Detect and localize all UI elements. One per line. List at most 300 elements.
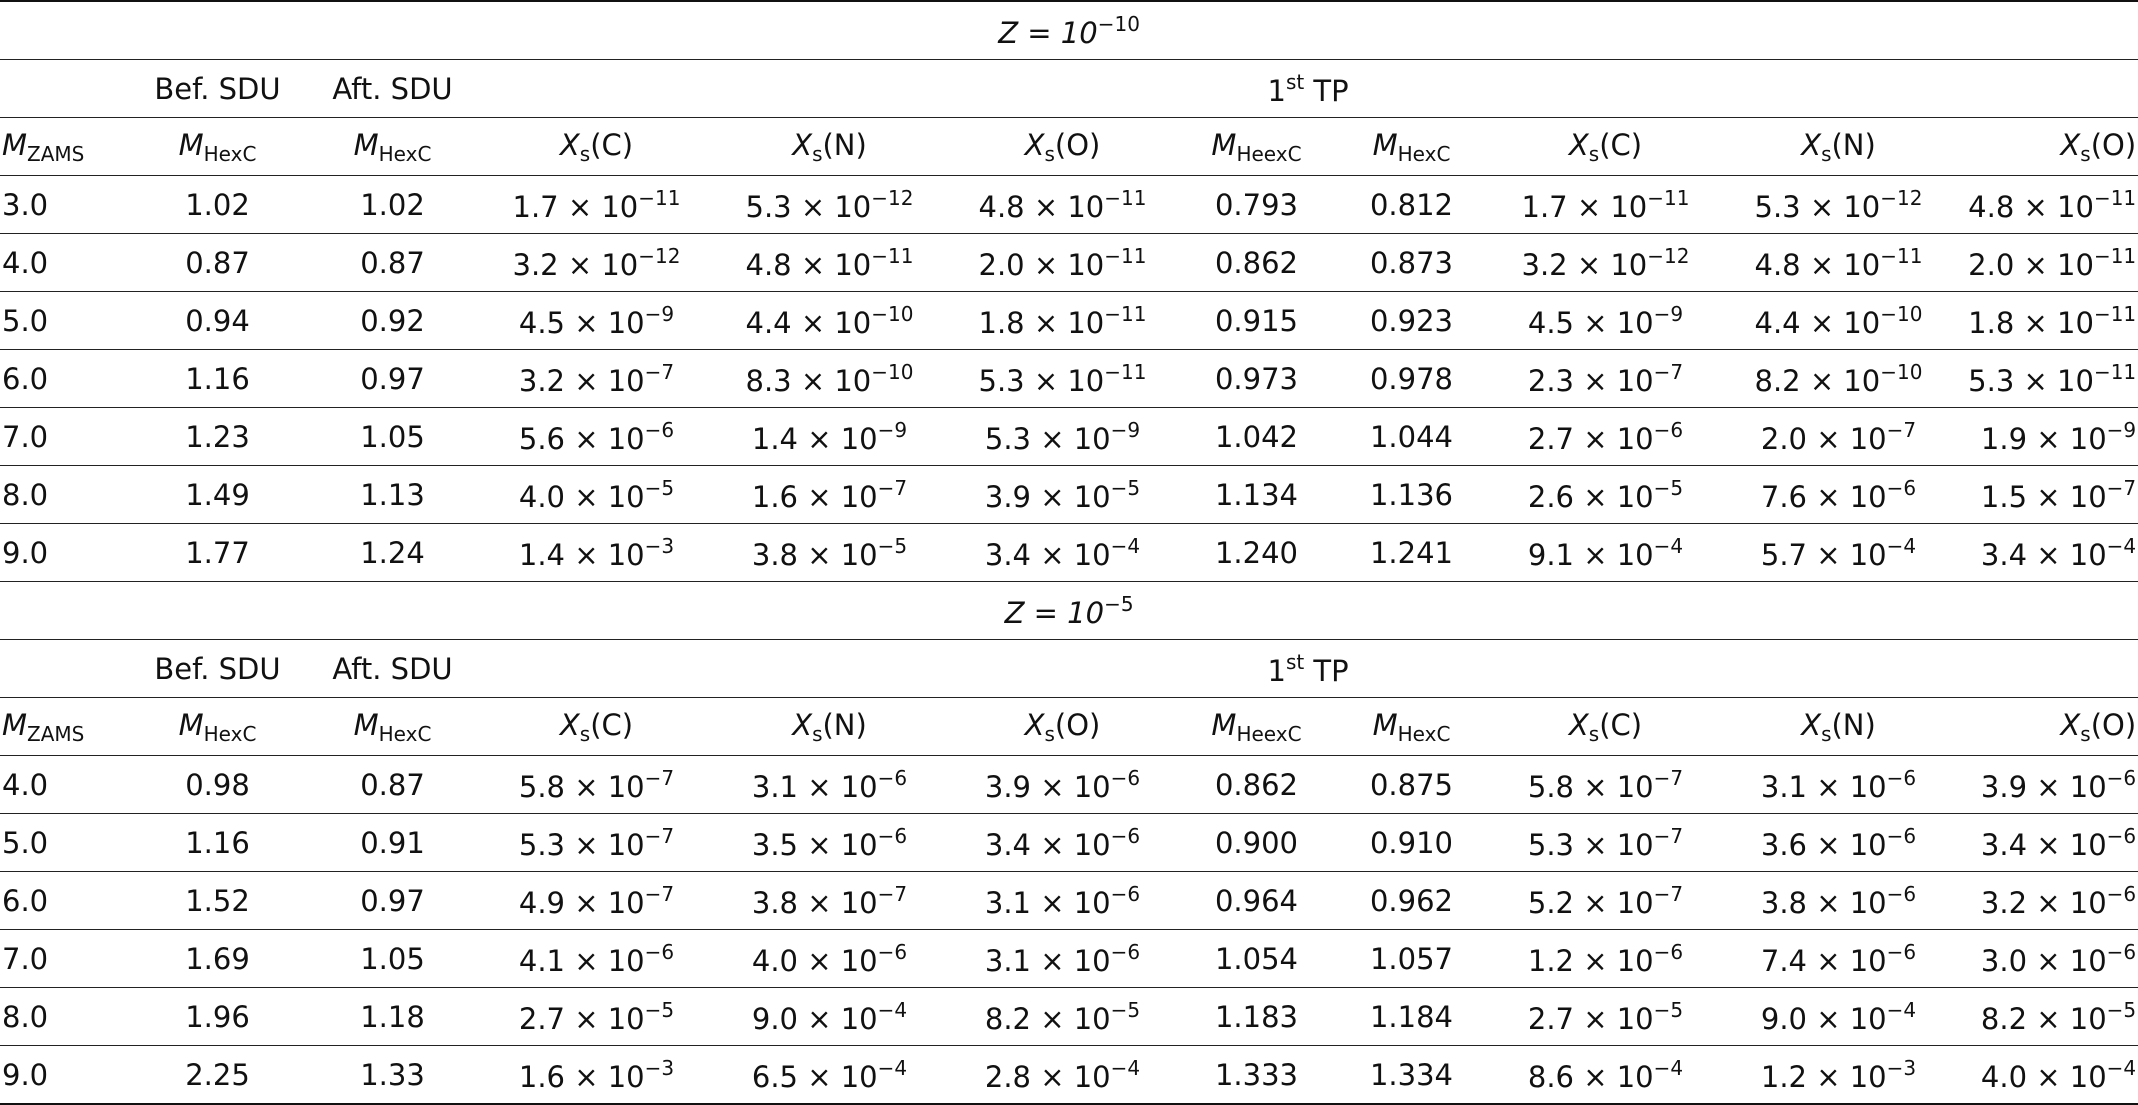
table-cell: 1.240 bbox=[1179, 524, 1334, 582]
exponent: −12 bbox=[638, 243, 681, 268]
mantissa: 1.2 × 10 bbox=[1527, 943, 1654, 978]
tp-text: TP bbox=[1304, 653, 1349, 688]
table-cell: 0.900 bbox=[1179, 814, 1334, 872]
column-subscript: HeexC bbox=[1236, 141, 1302, 166]
table-row bbox=[0, 292, 2138, 350]
column-species: (C) bbox=[1599, 707, 1643, 742]
column-header bbox=[713, 698, 946, 756]
column-subscript: s bbox=[812, 141, 823, 166]
table-cell bbox=[1489, 408, 1722, 466]
table-cell bbox=[1722, 350, 1955, 408]
mantissa: 2.8 × 10 bbox=[984, 1059, 1111, 1094]
table-cell: 1.16 bbox=[130, 350, 305, 408]
exponent: −6 bbox=[1653, 939, 1684, 964]
mantissa: 1.4 × 10 bbox=[518, 537, 645, 572]
table-cell: 1.184 bbox=[1334, 988, 1489, 1046]
mantissa: 8.2 × 10 bbox=[984, 1001, 1111, 1036]
mantissa: 1.4 × 10 bbox=[751, 421, 878, 456]
table-cell bbox=[713, 872, 946, 930]
exponent: −11 bbox=[2093, 359, 2137, 384]
table-cell bbox=[480, 930, 713, 988]
table-cell: 0.910 bbox=[1334, 814, 1489, 872]
table-cell bbox=[1722, 466, 1955, 524]
column-subscript: HexC bbox=[203, 721, 257, 746]
table-cell: 1.334 bbox=[1334, 1046, 1489, 1105]
table-cell: 1.23 bbox=[130, 408, 305, 466]
exponent: −5 bbox=[644, 997, 675, 1022]
table-cell bbox=[1722, 176, 1955, 234]
mantissa: 4.1 × 10 bbox=[518, 943, 645, 978]
table-cell bbox=[1955, 872, 2138, 930]
mantissa: 3.1 × 10 bbox=[751, 769, 878, 804]
column-subscript: s bbox=[579, 141, 591, 166]
exponent: −6 bbox=[2106, 765, 2137, 790]
table-cell bbox=[1489, 872, 1722, 930]
exponent: −6 bbox=[1886, 939, 1917, 964]
table-cell bbox=[713, 756, 946, 814]
column-subscript: HeexC bbox=[1236, 721, 1302, 746]
column-header bbox=[0, 698, 130, 756]
mantissa: 5.2 × 10 bbox=[1527, 885, 1654, 920]
table-cell: 1.057 bbox=[1334, 930, 1489, 988]
exponent: −7 bbox=[877, 881, 908, 906]
exponent: −6 bbox=[1886, 823, 1917, 848]
group-first-tp bbox=[480, 60, 2138, 118]
group-empty bbox=[0, 640, 130, 698]
table-cell bbox=[713, 930, 946, 988]
table-cell bbox=[1955, 1046, 2138, 1105]
mantissa: 5.6 × 10 bbox=[518, 421, 645, 456]
mantissa: 2.3 × 10 bbox=[1527, 363, 1654, 398]
column-species: (C) bbox=[1599, 127, 1643, 162]
column-header-row bbox=[0, 118, 2138, 176]
exponent: −7 bbox=[644, 765, 675, 790]
table-cell bbox=[1722, 408, 1955, 466]
mantissa: 2.0 × 10 bbox=[978, 247, 1105, 282]
table-cell: 0.97 bbox=[305, 872, 480, 930]
column-species: (C) bbox=[590, 127, 634, 162]
exponent: −7 bbox=[877, 475, 908, 500]
table-cell bbox=[1722, 930, 1955, 988]
table-cell bbox=[480, 466, 713, 524]
exponent: −3 bbox=[644, 1055, 675, 1080]
mantissa: 5.8 × 10 bbox=[518, 769, 645, 804]
mantissa: 6.5 × 10 bbox=[751, 1059, 878, 1094]
table-cell bbox=[1955, 814, 2138, 872]
table-cell: 0.98 bbox=[130, 756, 305, 814]
table-row bbox=[0, 524, 2138, 582]
column-header bbox=[130, 698, 305, 756]
table-cell bbox=[713, 814, 946, 872]
table-cell: 1.134 bbox=[1179, 466, 1334, 524]
table-cell bbox=[1722, 292, 1955, 350]
table-cell: 1.77 bbox=[130, 524, 305, 582]
table-cell: 1.02 bbox=[130, 176, 305, 234]
table-cell bbox=[1489, 234, 1722, 292]
table-cell: 1.96 bbox=[130, 988, 305, 1046]
mantissa: 3.0 × 10 bbox=[1980, 943, 2107, 978]
column-subscript: s bbox=[1821, 141, 1832, 166]
exponent: −5 bbox=[1653, 997, 1684, 1022]
table-cell: 3.0 bbox=[0, 176, 130, 234]
exponent: −4 bbox=[2106, 1055, 2137, 1080]
z-label: Z = 10 bbox=[1004, 595, 1105, 630]
table-cell bbox=[1955, 234, 2138, 292]
exponent: −10 bbox=[1880, 359, 1923, 384]
table-cell: 1.333 bbox=[1179, 1046, 1334, 1105]
exponent: −12 bbox=[871, 185, 914, 210]
table-cell bbox=[1955, 988, 2138, 1046]
table-row bbox=[0, 234, 2138, 292]
exponent: −3 bbox=[1886, 1055, 1917, 1080]
group-after-sdu: Aft. SDU bbox=[305, 60, 480, 118]
table-cell bbox=[1955, 756, 2138, 814]
table-cell bbox=[1489, 350, 1722, 408]
mantissa: 5.7 × 10 bbox=[1760, 537, 1887, 572]
exponent: −11 bbox=[2093, 185, 2137, 210]
table-row bbox=[0, 1046, 2138, 1105]
mantissa: 4.8 × 10 bbox=[745, 247, 872, 282]
exponent: −9 bbox=[1110, 417, 1141, 442]
column-symbol: M bbox=[2, 707, 28, 742]
mantissa: 5.3 × 10 bbox=[1968, 363, 2094, 398]
exponent: −7 bbox=[644, 823, 675, 848]
mantissa: 4.4 × 10 bbox=[1754, 305, 1881, 340]
table-cell bbox=[713, 350, 946, 408]
table-cell: 1.241 bbox=[1334, 524, 1489, 582]
exponent: −4 bbox=[1110, 1055, 1141, 1080]
table-cell: 0.87 bbox=[130, 234, 305, 292]
z-exponent: −5 bbox=[1104, 591, 1134, 616]
column-subscript: HexC bbox=[203, 141, 257, 166]
exponent: −6 bbox=[644, 417, 675, 442]
group-after-sdu: Aft. SDU bbox=[305, 640, 480, 698]
table-cell bbox=[946, 872, 1179, 930]
exponent: −11 bbox=[1104, 243, 1147, 268]
table-cell bbox=[713, 176, 946, 234]
mantissa: 3.8 × 10 bbox=[751, 537, 878, 572]
exponent: −11 bbox=[638, 185, 681, 210]
mantissa: 2.6 × 10 bbox=[1527, 479, 1654, 514]
exponent: −7 bbox=[1653, 881, 1684, 906]
column-symbol: X bbox=[792, 127, 813, 162]
table-cell bbox=[480, 524, 713, 582]
column-subscript: ZAMS bbox=[27, 721, 85, 746]
mantissa: 2.7 × 10 bbox=[518, 1001, 645, 1036]
table-cell bbox=[480, 350, 713, 408]
column-species: (O) bbox=[1054, 707, 1101, 742]
column-header bbox=[1489, 698, 1722, 756]
column-species: (N) bbox=[822, 127, 867, 162]
exponent: −7 bbox=[1653, 765, 1684, 790]
table-cell: 6.0 bbox=[0, 872, 130, 930]
table-row bbox=[0, 930, 2138, 988]
column-subscript: s bbox=[1044, 141, 1055, 166]
table-cell bbox=[1722, 524, 1955, 582]
exponent: −4 bbox=[1886, 533, 1917, 558]
table-cell bbox=[1955, 176, 2138, 234]
table-cell bbox=[713, 466, 946, 524]
z-label: Z = 10 bbox=[998, 15, 1098, 50]
column-header bbox=[1334, 698, 1489, 756]
column-header bbox=[480, 698, 713, 756]
column-symbol: X bbox=[1801, 707, 1822, 742]
column-header bbox=[713, 118, 946, 176]
column-subscript: HexC bbox=[378, 721, 432, 746]
mantissa: 4.5 × 10 bbox=[518, 305, 645, 340]
table-cell: 0.87 bbox=[305, 234, 480, 292]
table-cell: 1.183 bbox=[1179, 988, 1334, 1046]
table-cell: 4.0 bbox=[0, 756, 130, 814]
table-cell: 1.18 bbox=[305, 988, 480, 1046]
mantissa: 3.1 × 10 bbox=[984, 943, 1111, 978]
exponent: −6 bbox=[1110, 765, 1141, 790]
column-subscript: HexC bbox=[378, 141, 432, 166]
table-body bbox=[0, 1, 2138, 1104]
column-symbol: X bbox=[1801, 127, 1822, 162]
tp-text: TP bbox=[1304, 73, 1349, 108]
table-cell: 0.87 bbox=[305, 756, 480, 814]
mantissa: 3.6 × 10 bbox=[1760, 827, 1887, 862]
column-subscript: s bbox=[2080, 721, 2091, 746]
table-cell: 1.136 bbox=[1334, 466, 1489, 524]
table-cell: 0.793 bbox=[1179, 176, 1334, 234]
table-row bbox=[0, 408, 2138, 466]
exponent: −9 bbox=[1653, 301, 1684, 326]
mantissa: 4.0 × 10 bbox=[1980, 1059, 2107, 1094]
column-species: (C) bbox=[590, 707, 634, 742]
table-cell: 0.915 bbox=[1179, 292, 1334, 350]
table-cell bbox=[946, 1046, 1179, 1105]
column-symbol: X bbox=[1024, 127, 1045, 162]
table-cell bbox=[1489, 466, 1722, 524]
table-cell bbox=[1955, 350, 2138, 408]
column-species: (O) bbox=[1054, 127, 1101, 162]
exponent: −6 bbox=[877, 765, 908, 790]
column-header bbox=[480, 118, 713, 176]
column-header bbox=[1489, 118, 1722, 176]
column-header bbox=[1955, 118, 2138, 176]
table-cell: 0.862 bbox=[1179, 756, 1334, 814]
table-cell bbox=[480, 176, 713, 234]
exponent: −11 bbox=[1104, 359, 1147, 384]
exponent: −6 bbox=[1110, 823, 1141, 848]
table-cell: 1.02 bbox=[305, 176, 480, 234]
table-cell bbox=[946, 524, 1179, 582]
mantissa: 5.8 × 10 bbox=[1527, 769, 1654, 804]
table-row bbox=[0, 350, 2138, 408]
exponent: −5 bbox=[877, 533, 908, 558]
table-row bbox=[0, 756, 2138, 814]
column-header bbox=[305, 118, 480, 176]
table-cell bbox=[480, 814, 713, 872]
column-header bbox=[946, 698, 1179, 756]
table-cell: 1.042 bbox=[1179, 408, 1334, 466]
exponent: −6 bbox=[877, 823, 908, 848]
table-cell: 1.24 bbox=[305, 524, 480, 582]
mantissa: 2.0 × 10 bbox=[1968, 247, 2094, 282]
table-cell: 1.49 bbox=[130, 466, 305, 524]
mantissa: 7.4 × 10 bbox=[1760, 943, 1887, 978]
table-cell bbox=[1489, 176, 1722, 234]
table-cell bbox=[713, 1046, 946, 1105]
table-cell bbox=[1489, 524, 1722, 582]
table-cell bbox=[1489, 292, 1722, 350]
exponent: −12 bbox=[1880, 185, 1923, 210]
table-cell: 8.0 bbox=[0, 466, 130, 524]
table-cell bbox=[1722, 814, 1955, 872]
table-cell: 0.875 bbox=[1334, 756, 1489, 814]
table-cell: 0.94 bbox=[130, 292, 305, 350]
table-cell bbox=[1489, 756, 1722, 814]
table-cell: 0.91 bbox=[305, 814, 480, 872]
table-cell: 2.25 bbox=[130, 1046, 305, 1105]
exponent: −4 bbox=[2106, 533, 2137, 558]
column-subscript: s bbox=[1588, 721, 1600, 746]
table-row bbox=[0, 872, 2138, 930]
group-before-sdu: Bef. SDU bbox=[130, 640, 305, 698]
exponent: −4 bbox=[1886, 997, 1917, 1022]
mantissa: 8.6 × 10 bbox=[1527, 1059, 1654, 1094]
mantissa: 3.4 × 10 bbox=[984, 827, 1111, 862]
exponent: −11 bbox=[1104, 301, 1147, 326]
exponent: −7 bbox=[644, 881, 675, 906]
column-subscript: s bbox=[1588, 141, 1600, 166]
table-cell: 1.16 bbox=[130, 814, 305, 872]
table-cell: 0.92 bbox=[305, 292, 480, 350]
mantissa: 3.2 × 10 bbox=[518, 363, 645, 398]
exponent: −5 bbox=[644, 475, 675, 500]
tp-number: 1 bbox=[1267, 73, 1286, 108]
mantissa: 3.4 × 10 bbox=[1980, 537, 2107, 572]
table-cell bbox=[1955, 524, 2138, 582]
table-cell: 0.978 bbox=[1334, 350, 1489, 408]
mantissa: 9.1 × 10 bbox=[1527, 537, 1654, 572]
table-cell bbox=[946, 466, 1179, 524]
exponent: −10 bbox=[871, 359, 914, 384]
table-cell bbox=[480, 988, 713, 1046]
mantissa: 5.3 × 10 bbox=[518, 827, 645, 862]
column-symbol: M bbox=[1211, 127, 1237, 162]
exponent: −6 bbox=[1886, 475, 1917, 500]
exponent: −6 bbox=[2106, 881, 2137, 906]
metallicity-row bbox=[0, 582, 2138, 640]
table-cell bbox=[946, 988, 1179, 1046]
exponent: −4 bbox=[877, 1055, 908, 1080]
exponent: −10 bbox=[1880, 301, 1923, 326]
table-cell: 0.97 bbox=[305, 350, 480, 408]
mantissa: 3.8 × 10 bbox=[1760, 885, 1887, 920]
table-cell: 7.0 bbox=[0, 408, 130, 466]
table-cell: 5.0 bbox=[0, 814, 130, 872]
table-cell bbox=[1722, 756, 1955, 814]
exponent: −10 bbox=[871, 301, 914, 326]
table-cell: 1.13 bbox=[305, 466, 480, 524]
column-symbol: X bbox=[559, 707, 580, 742]
column-symbol: M bbox=[178, 707, 204, 742]
mantissa: 1.6 × 10 bbox=[518, 1059, 645, 1094]
table-cell bbox=[480, 1046, 713, 1105]
mantissa: 4.8 × 10 bbox=[1968, 189, 2094, 224]
mantissa: 1.7 × 10 bbox=[1521, 189, 1648, 224]
table-cell bbox=[713, 292, 946, 350]
table-cell bbox=[946, 350, 1179, 408]
tp-superscript: st bbox=[1285, 69, 1305, 94]
tp-number: 1 bbox=[1267, 653, 1286, 688]
table-cell bbox=[1722, 988, 1955, 1046]
table-cell bbox=[1722, 872, 1955, 930]
exponent: −6 bbox=[877, 939, 908, 964]
exponent: −6 bbox=[1110, 881, 1141, 906]
mantissa: 4.4 × 10 bbox=[745, 305, 872, 340]
column-symbol: X bbox=[1568, 707, 1589, 742]
column-header bbox=[1722, 698, 1955, 756]
table-cell bbox=[1955, 292, 2138, 350]
column-symbol: X bbox=[559, 127, 580, 162]
exponent: −6 bbox=[1110, 939, 1141, 964]
table-cell bbox=[946, 292, 1179, 350]
table-cell bbox=[1955, 930, 2138, 988]
table-cell: 6.0 bbox=[0, 350, 130, 408]
table-cell bbox=[1489, 1046, 1722, 1105]
mantissa: 3.9 × 10 bbox=[984, 479, 1111, 514]
exponent: −3 bbox=[644, 533, 675, 558]
column-subscript: HexC bbox=[1397, 721, 1451, 746]
exponent: −6 bbox=[1653, 417, 1684, 442]
metallicity-label bbox=[0, 1, 2138, 60]
mantissa: 3.5 × 10 bbox=[751, 827, 878, 862]
table-cell bbox=[713, 234, 946, 292]
table-cell: 0.812 bbox=[1334, 176, 1489, 234]
mantissa: 3.8 × 10 bbox=[751, 885, 878, 920]
exponent: −5 bbox=[1110, 475, 1141, 500]
mantissa: 9.0 × 10 bbox=[751, 1001, 878, 1036]
mantissa: 1.2 × 10 bbox=[1760, 1059, 1887, 1094]
column-header bbox=[305, 698, 480, 756]
table-cell bbox=[946, 756, 1179, 814]
exponent: −5 bbox=[1653, 475, 1684, 500]
table-cell bbox=[480, 872, 713, 930]
column-symbol: X bbox=[1568, 127, 1589, 162]
column-header bbox=[130, 118, 305, 176]
column-symbol: X bbox=[2060, 707, 2081, 742]
table-row bbox=[0, 814, 2138, 872]
exponent: −11 bbox=[871, 243, 914, 268]
z-exponent: −10 bbox=[1097, 11, 1140, 36]
mantissa: 1.9 × 10 bbox=[1980, 421, 2107, 456]
mantissa: 4.0 × 10 bbox=[751, 943, 878, 978]
mantissa: 3.2 × 10 bbox=[1980, 885, 2107, 920]
table-cell: 9.0 bbox=[0, 524, 130, 582]
exponent: −5 bbox=[1110, 997, 1141, 1022]
table-cell bbox=[946, 930, 1179, 988]
group-header-row bbox=[0, 640, 2138, 698]
mantissa: 4.9 × 10 bbox=[518, 885, 645, 920]
exponent: −4 bbox=[1653, 1055, 1684, 1080]
mantissa: 3.1 × 10 bbox=[1760, 769, 1887, 804]
exponent: −6 bbox=[1886, 765, 1917, 790]
table-cell: 0.873 bbox=[1334, 234, 1489, 292]
table-cell bbox=[480, 408, 713, 466]
exponent: −7 bbox=[2106, 475, 2137, 500]
column-subscript: s bbox=[1821, 721, 1832, 746]
exponent: −7 bbox=[644, 359, 675, 384]
column-symbol: X bbox=[792, 707, 813, 742]
column-header bbox=[1955, 698, 2138, 756]
mantissa: 5.3 × 10 bbox=[1754, 189, 1881, 224]
table-cell bbox=[1955, 466, 2138, 524]
column-symbol: X bbox=[1024, 707, 1045, 742]
